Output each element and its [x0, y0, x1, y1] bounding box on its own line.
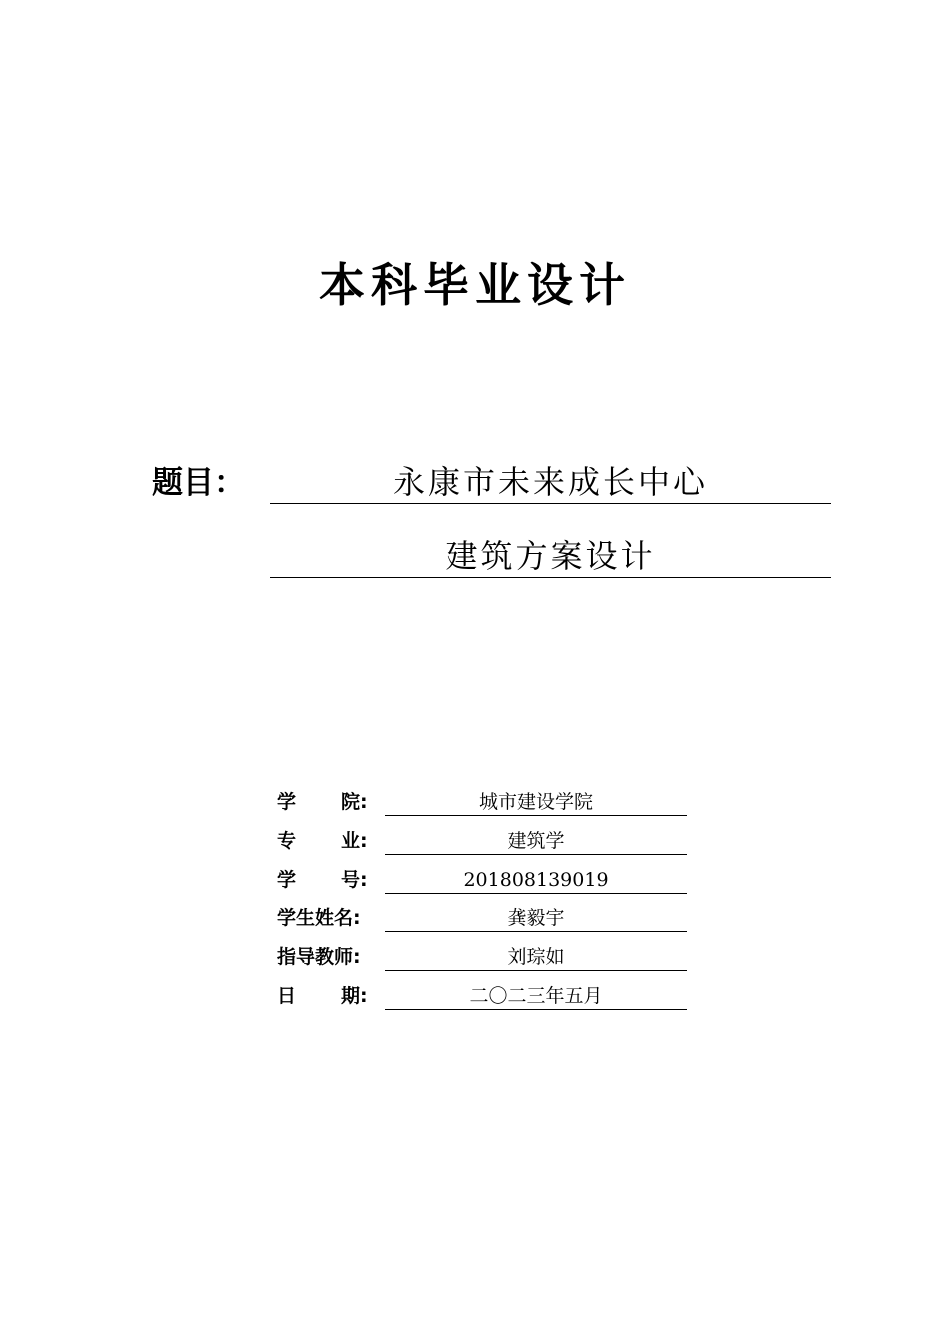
page-title: 本科毕业设计 [319, 258, 631, 312]
topic-line-2: 建筑方案设计 [270, 535, 831, 578]
date-value: 二〇二三年五月 [385, 983, 687, 1010]
advisor-value: 刘琮如 [385, 944, 687, 971]
student-name-value: 龚毅宇 [385, 905, 687, 932]
student-name-label: 学生姓名: [277, 907, 361, 929]
college-value: 城市建设学院 [385, 789, 687, 816]
advisor-label: 指导教师: [277, 946, 361, 968]
college-label: 学 院: [277, 791, 368, 813]
student-id-label: 学 号: [277, 869, 368, 891]
major-label: 专 业: [277, 830, 368, 852]
topic-line-1: 永康市未来成长中心 [270, 461, 831, 504]
topic-label: 题目： [152, 465, 245, 501]
major-value: 建筑学 [385, 828, 687, 855]
date-label: 日 期: [277, 985, 368, 1007]
student-id-value: 201808139019 [385, 867, 687, 894]
